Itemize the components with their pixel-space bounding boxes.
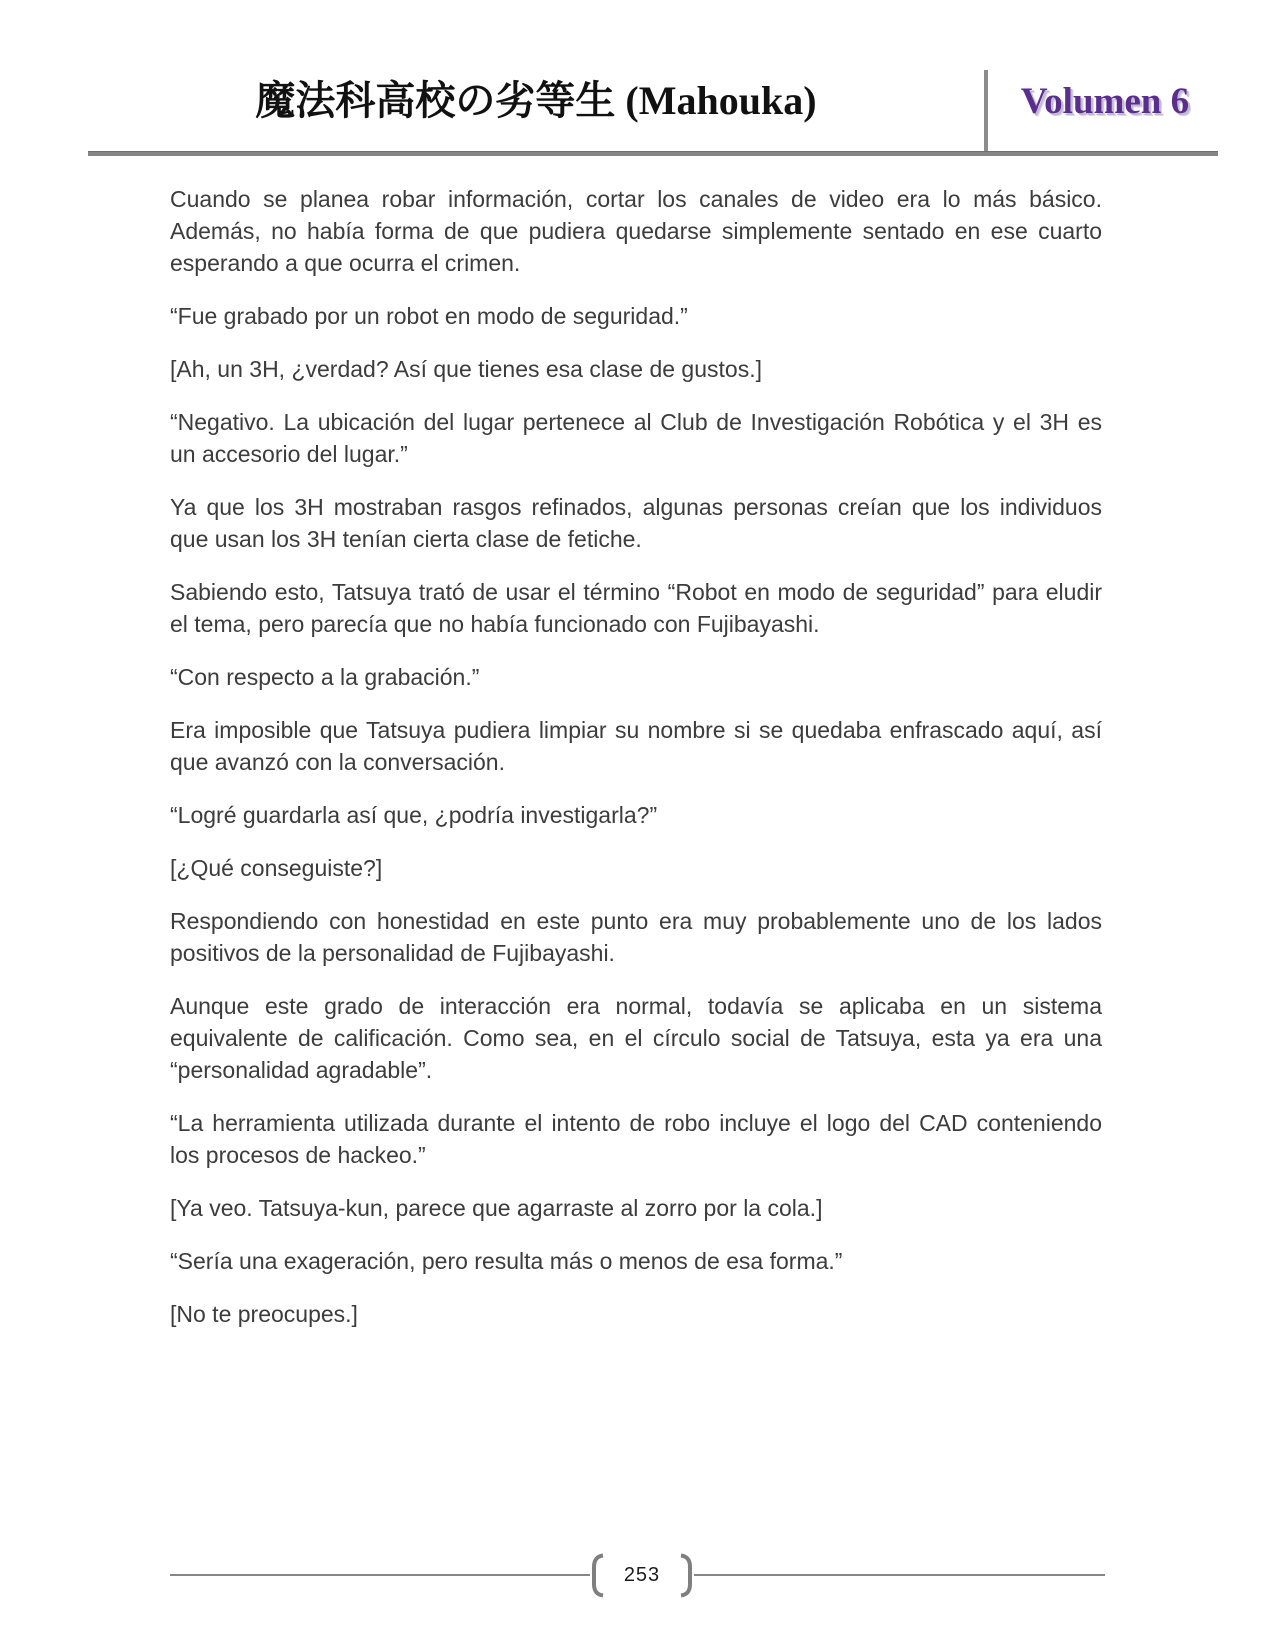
- page-number-bracket-right-icon: [679, 1553, 694, 1598]
- paragraph: “Sería una exageración, pero resulta más o menos de esa forma.”: [170, 1248, 843, 1274]
- paragraph: Respondiendo con honestidad en este punto era muy probablemente uno de los lados positivos de la personalidad de Fujibayashi.: [170, 908, 1102, 966]
- paragraph: “Negativo. La ubicación del lugar pertenece al Club de Investigación Robótica y el 3H es un accesorio del lugar.”: [170, 409, 1102, 467]
- paragraph: Aunque este grado de interacción era normal, todavía se aplicaba en un sistema equivalente de calificación. Como sea, en el círculo social de Tatsuya, esta ya era una “personalidad agradable”.: [170, 993, 1102, 1083]
- page-title: 魔法科高校の劣等生 (Mahouka): [255, 78, 817, 123]
- paragraph: “Fue grabado por un robot en modo de seguridad.”: [170, 303, 688, 329]
- page-number-bracket-left-icon: [590, 1553, 605, 1598]
- footer-rule-left: [170, 1574, 590, 1576]
- body-text: [170, 183, 1102, 1351]
- paragraph: [No te preocupes.]: [170, 1301, 358, 1327]
- paragraph: “La herramienta utilizada durante el intento de robo incluye el logo del CAD conteniendo los procesos de hackeo.”: [170, 1110, 1102, 1168]
- paragraph: “Con respecto a la grabación.”: [170, 664, 480, 690]
- page-number-box: [590, 1553, 694, 1598]
- paragraph: [Ah, un 3H, ¿verdad? Así que tienes esa clase de gustos.]: [170, 356, 762, 382]
- paragraph: [Ya veo. Tatsuya-kun, parece que agarraste al zorro por la cola.]: [170, 1195, 823, 1221]
- paragraph: Cuando se planea robar información, cortar los canales de video era lo más básico. Además, no había forma de que pudiera quedarse simplemente sentado en ese cuarto esperando a que ocurra el crimen.: [170, 186, 1102, 276]
- volume-label: Volumen 6: [1020, 81, 1190, 122]
- paragraph: Sabiendo esto, Tatsuya trató de usar el término “Robot en modo de seguridad” para eludir el tema, pero parecía que no había funcionado con Fujibayashi.: [170, 579, 1102, 637]
- footer-rule-right: [694, 1574, 1105, 1576]
- paragraph: “Logré guardarla así que, ¿podría investigarla?”: [170, 802, 658, 828]
- paragraph: Era imposible que Tatsuya pudiera limpiar su nombre si se quedaba enfrascado aquí, así que avanzó con la conversación.: [170, 717, 1102, 775]
- header-rule: [88, 151, 1218, 156]
- paragraph: Ya que los 3H mostraban rasgos refinados, algunas personas creían que los individuos que usan los 3H tenían cierta clase de fetiche.: [170, 494, 1102, 552]
- page-number: 253: [623, 1564, 661, 1586]
- paragraph: [¿Qué conseguiste?]: [170, 855, 383, 881]
